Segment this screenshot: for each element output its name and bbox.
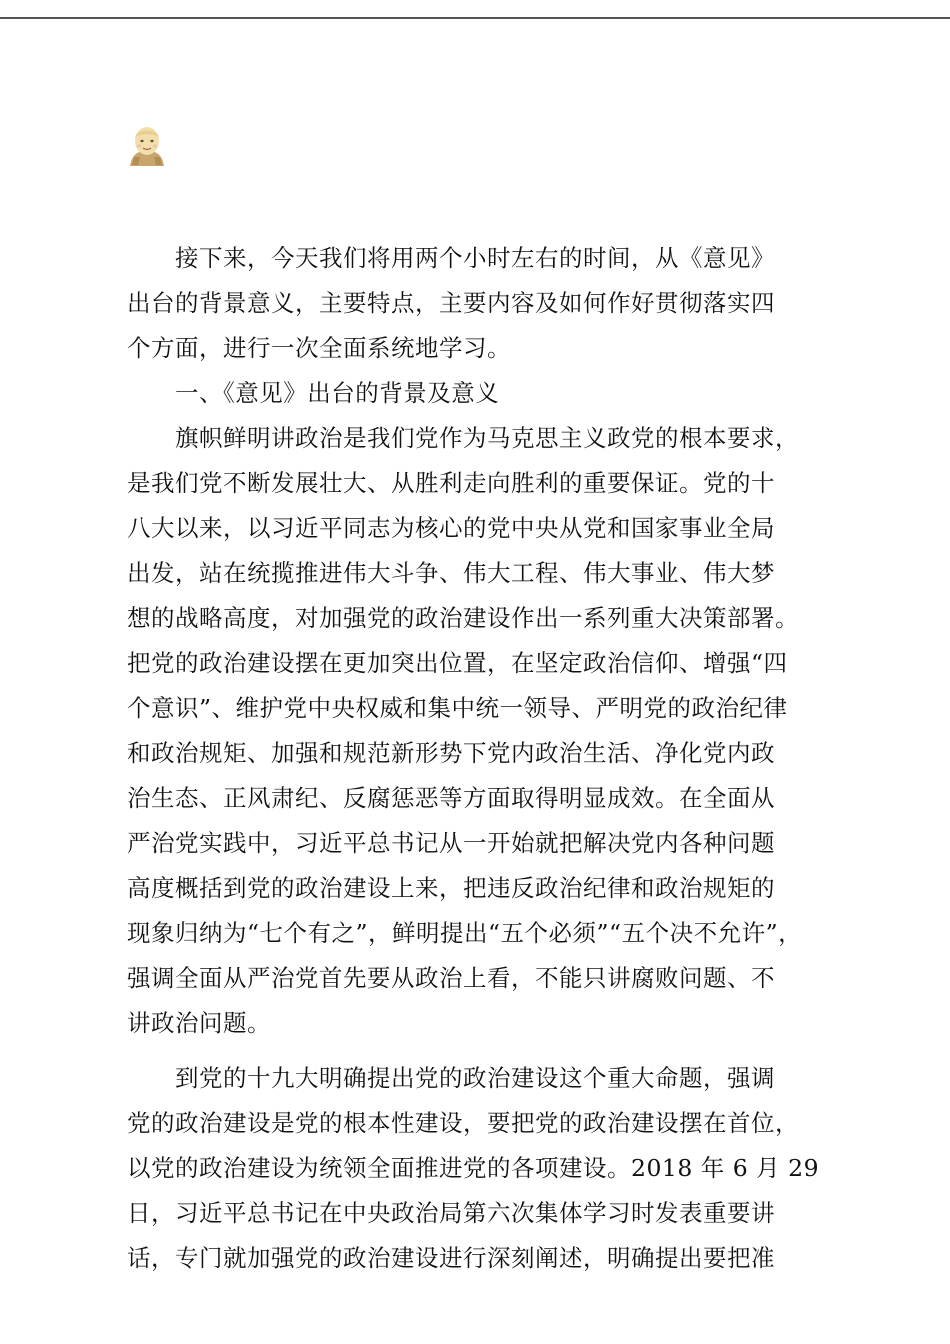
section-heading-text: 一、《意见》出台的背景及意义 <box>127 379 500 407</box>
body-paragraph-2 <box>127 1056 827 1281</box>
text-line: 个方面，进行一次全面系统地学习。 <box>127 334 511 362</box>
text-line: 个意识”、维护党中央权威和集中统一领导、严明党的政治纪律 <box>127 694 788 722</box>
text-line: 高度概括到党的政治建设上来，把违反政治纪律和政治规矩的 <box>127 874 775 902</box>
text-line: 是我们党不断发展壮大、从胜利走向胜利的重要保证。党的十 <box>127 469 775 497</box>
section-heading <box>127 371 827 416</box>
text-line: 讲政治问题。 <box>127 1009 271 1037</box>
text-line: 话，专门就加强党的政治建设进行深刻阐述，明确提出要把准 <box>127 1244 775 1272</box>
text-line: 出发，站在统揽推进伟大斗争、伟大工程、伟大事业、伟大梦 <box>127 559 775 587</box>
body-paragraph-1 <box>127 416 827 1046</box>
text-line: 把党的政治建设摆在更加突出位置，在坚定政治信仰、增强“四 <box>127 649 788 677</box>
text-line: 强调全面从严治党首先要从政治上看，不能只讲腐败问题、不 <box>127 964 775 992</box>
text-line: 治生态、正风肃纪、反腐惩恶等方面取得明显成效。在全面从 <box>127 784 775 812</box>
text-line: 严治党实践中，习近平总书记从一开始就把解决党内各种问题 <box>127 829 775 857</box>
text-line: 日，习近平总书记在中央政治局第六次集体学习时发表重要讲 <box>127 1199 775 1227</box>
text-line: 出台的背景意义，主要特点，主要内容及如何作好贯彻落实四 <box>127 289 775 317</box>
author-avatar-icon <box>126 124 168 166</box>
document-body <box>127 236 827 1281</box>
text-line: 以党的政治建设为统领全面推进党的各项建设。2018 年 6 月 29 <box>127 1154 820 1182</box>
intro-paragraph <box>127 236 827 371</box>
text-line: 接下来，今天我们将用两个小时左右的时间，从《意见》 <box>127 244 775 272</box>
text-line: 现象归纳为“七个有之”，鲜明提出“五个必须”“五个决不允许”， <box>127 919 803 947</box>
text-line: 八大以来，以习近平同志为核心的党中央从党和国家事业全局 <box>127 514 775 542</box>
text-line: 旗帜鲜明讲政治是我们党作为马克思主义政党的根本要求， <box>127 424 799 452</box>
text-line: 想的战略高度，对加强党的政治建设作出一系列重大决策部署。 <box>127 604 799 632</box>
text-line: 和政治规矩、加强和规范新形势下党内政治生活、净化党内政 <box>127 739 775 767</box>
text-line: 到党的十九大明确提出党的政治建设这个重大命题，强调 <box>127 1064 775 1092</box>
header-rule <box>0 17 950 19</box>
text-line: 党的政治建设是党的根本性建设，要把党的政治建设摆在首位， <box>127 1109 799 1137</box>
